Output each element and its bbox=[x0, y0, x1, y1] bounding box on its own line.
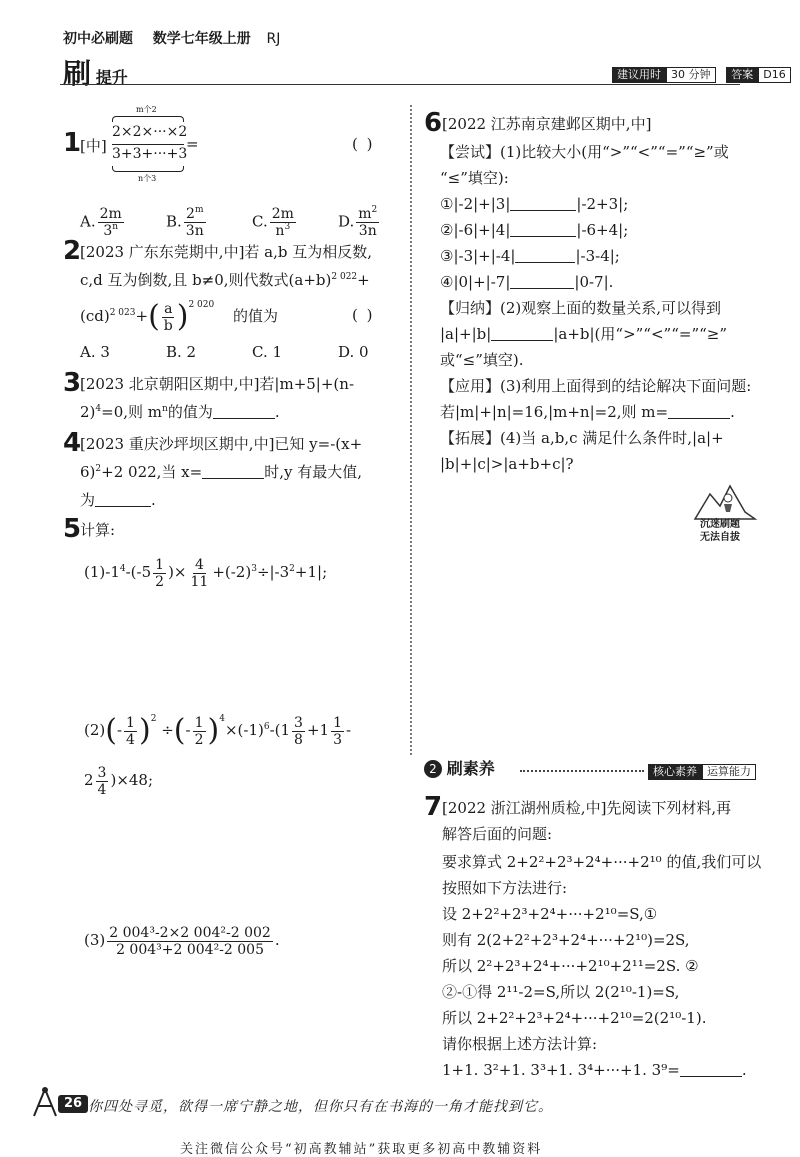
q5-title: 计算: bbox=[80, 521, 116, 539]
q2-line2: c,d 互为倒数,且 b≠0,则代数式$(a+b)^{2 022}+$ bbox=[80, 271, 370, 289]
section2-heading bbox=[424, 756, 495, 779]
q4-line3: 为 . bbox=[80, 491, 156, 509]
q7-line2: 解答后面的问题: bbox=[442, 825, 553, 843]
q7-line9: 所以 2+2²+2³+2⁴+···+2¹⁰=2(2¹⁰-1). bbox=[442, 1009, 707, 1027]
q1-bottom-brace bbox=[112, 166, 184, 172]
time-badge bbox=[612, 64, 791, 83]
q6-apply1: 【应用】(3)利用上面得到的结论解决下面问题: bbox=[440, 377, 752, 395]
q3-number: 3 bbox=[63, 368, 82, 398]
section-icon: 刷 bbox=[63, 57, 92, 90]
q4-number: 4 bbox=[63, 428, 82, 458]
q2-option-a[interactable]: A. 3 bbox=[80, 343, 110, 361]
q7-line6: 则有 2(2+2²+2³+2⁴+···+2¹⁰)=2S, bbox=[442, 931, 690, 949]
q7-line3: 要求算式 2+2²+2³+2⁴+···+2¹⁰ 的值,我们可以 bbox=[442, 853, 762, 871]
q6-extend1: 【拓展】(4)当 a,b,c 满足什么条件时,|a|+ bbox=[440, 429, 724, 447]
q1-numerator: 2×2×···×2 bbox=[112, 124, 188, 140]
q6-compare1: ①|-2|+|3| |-2+3|; bbox=[440, 195, 629, 213]
edition-label: RJ bbox=[266, 31, 281, 47]
q7-line5: 设 2+2²+2³+2⁴+···+2¹⁰=S,① bbox=[442, 905, 658, 923]
q6-summary3: 或“≤”填空). bbox=[440, 351, 524, 369]
q1-options bbox=[80, 196, 400, 239]
q6-try: 【尝试】(1)比较大小(用“>”“<”“=”“≥”或 bbox=[440, 143, 729, 161]
q6-summary1: 【归纳】(2)观察上面的数量关系,可以得到 bbox=[440, 299, 722, 317]
q6-try2: “≤”填空): bbox=[440, 169, 509, 187]
section2-tags bbox=[648, 761, 756, 780]
q3-line1: [2023 北京朝阳区期中,中]若|m+5|+(n- bbox=[80, 375, 355, 393]
q1-equals: = bbox=[186, 135, 199, 153]
compass-icon bbox=[30, 1086, 60, 1120]
q1-top-brace bbox=[112, 116, 184, 122]
q6-summary2: |a|+|b| |a+b|(用“>”“<”“=”“≥” bbox=[440, 325, 728, 343]
q6-compare2: ②|-6|+|4| |-6+4|; bbox=[440, 221, 629, 239]
q3-answer-blank[interactable] bbox=[213, 403, 275, 419]
mascot-icon bbox=[690, 474, 760, 524]
q6-number: 6 bbox=[424, 108, 443, 138]
q1-bottom-brace-label: n个3 bbox=[138, 174, 157, 183]
q1-option-b[interactable]: B. $\frac{2^m}{3n}$ bbox=[166, 205, 204, 239]
q6-compare4: ④|0|+|-7| |0-7|. bbox=[440, 273, 614, 291]
q1-denominator: 3+3+···+3 bbox=[112, 146, 188, 162]
q7-line8: ②-①得 2¹¹-2=S,所以 2(2¹⁰-1)=S, bbox=[442, 983, 680, 1001]
section2-dotline bbox=[520, 770, 644, 772]
q2-answer-paren[interactable]: ( ) bbox=[352, 306, 375, 324]
header-rule bbox=[60, 84, 740, 85]
answer-label: 答案 bbox=[726, 67, 758, 83]
q5-part2-cont: 2 $\frac{3}{4}$ )×48; bbox=[84, 764, 154, 798]
q1-answer-paren[interactable]: ( ) bbox=[352, 135, 375, 153]
time-value: 30 分钟 bbox=[666, 67, 716, 83]
page-number: 26 bbox=[58, 1095, 88, 1113]
q4-line1: [2023 重庆沙坪坝区期中,中]已知 y=-(x+ bbox=[80, 435, 363, 453]
q1-option-d[interactable]: D. $\frac{m^2}{3n}$ bbox=[338, 205, 378, 239]
q1-option-c[interactable]: C. $\frac{2m}{n^3}$ bbox=[252, 206, 294, 239]
q6-blank2[interactable] bbox=[510, 221, 576, 237]
q7-line1: [2022 浙江湖州质检,中]先阅读下列材料,再 bbox=[442, 799, 732, 817]
q7-line11: 1+1. 3²+1. 3³+1. 3⁴+···+1. 3⁹= . bbox=[442, 1061, 747, 1079]
q1-tag: [中] bbox=[80, 137, 107, 155]
book-title: 初中必刷题 bbox=[63, 31, 133, 47]
q6-blank3[interactable] bbox=[515, 247, 575, 263]
q1-fraction-bar bbox=[112, 144, 184, 145]
book-header bbox=[63, 28, 280, 48]
q5-number: 5 bbox=[63, 514, 82, 544]
q4-x-blank[interactable] bbox=[202, 463, 264, 479]
q5-part2: (2)(- $\frac{1}{4}$ )$^2$ ÷(- $\frac{1}{2}$ )$^4\times(-1)^6-(1$ $\frac{3}{8}$ +1 $\frac{1}{3}$ - bbox=[84, 713, 352, 748]
q7-answer-blank[interactable] bbox=[680, 1061, 742, 1077]
section-heading bbox=[63, 52, 128, 92]
q5-part3: (3) $\frac{\text{2 004³-2×2 004²-2 002}}{\text{2 004³+2 004²-2 005}}$ . bbox=[84, 924, 280, 958]
q7-number: 7 bbox=[424, 792, 443, 822]
core-tag: 核心素养 bbox=[648, 764, 702, 780]
section2-title: 刷素养 bbox=[446, 759, 495, 778]
q2-line1: [2023 广东东莞期中,中]若 a,b 互为相反数, bbox=[80, 243, 373, 261]
footer-quote: 你四处寻觅，欲得一席宁静之地，但你只有在书海的一角才能找到它。 bbox=[88, 1099, 553, 1115]
q6-extend2: |b|+|c|>|a+b+c|? bbox=[440, 455, 574, 473]
q1-number: 1 bbox=[63, 128, 82, 158]
q4-max-blank[interactable] bbox=[95, 491, 151, 507]
q2-option-c[interactable]: C. 1 bbox=[252, 343, 283, 361]
q7-line4: 按照如下方法进行: bbox=[442, 879, 568, 897]
q6-blank4[interactable] bbox=[510, 273, 574, 289]
q6-compare3: ③|-3|+|-4| |-3-4|; bbox=[440, 247, 620, 265]
q2-option-b[interactable]: B. 2 bbox=[166, 343, 197, 361]
q6-blank1[interactable] bbox=[510, 195, 576, 211]
column-divider bbox=[410, 105, 412, 755]
section-title: 提升 bbox=[95, 68, 128, 87]
q7-line7: 所以 2²+2³+2⁴+···+2¹⁰+2¹¹=2S. ② bbox=[442, 957, 699, 975]
q2-line3: (cd)$^{2 023}$+( $\frac{a}{b}$ )$^{2 020}$ 的值为 bbox=[80, 299, 279, 334]
q3-line2: 2)$^4$=0,则 $m^n$的值为 . bbox=[80, 403, 280, 421]
q4-line2: 6)$^2$+2 022,当 x= 时,y 有最大值, bbox=[80, 463, 362, 481]
answer-code: D16 bbox=[758, 67, 790, 83]
q2-number: 2 bbox=[63, 236, 82, 266]
q6-blank6[interactable] bbox=[668, 403, 730, 419]
q5-part1: $(1)-1^4-(-5$ $\frac{1}{2}$ )× $\frac{4}{11}$ $+(-2)^3\div|-3^2+1|$; bbox=[84, 556, 328, 590]
footer-note: 关注微信公众号“初高教辅站”获取更多初高中教辅资料 bbox=[180, 1142, 543, 1157]
q7-line10: 请你根据上述方法计算: bbox=[442, 1035, 598, 1053]
q6-apply2: 若|m|+|n|=16,|m+n|=2,则 m= . bbox=[440, 403, 735, 421]
skill-tag: 运算能力 bbox=[702, 764, 756, 780]
q2-option-d[interactable]: D. 0 bbox=[338, 343, 369, 361]
q1-option-a[interactable]: A. $\frac{2m}{3^n}$ bbox=[80, 206, 122, 239]
subject-title: 数学七年级上册 bbox=[152, 31, 251, 47]
time-label: 建议用时 bbox=[612, 67, 666, 83]
q6-line1: [2022 江苏南京建邺区期中,中] bbox=[442, 115, 652, 133]
section2-icon: 2 bbox=[424, 760, 442, 778]
mascot-caption: 沉迷刷题 无法自拔 bbox=[700, 519, 740, 543]
q1-top-brace-label: m个2 bbox=[136, 105, 157, 114]
q6-blank5[interactable] bbox=[491, 325, 553, 341]
